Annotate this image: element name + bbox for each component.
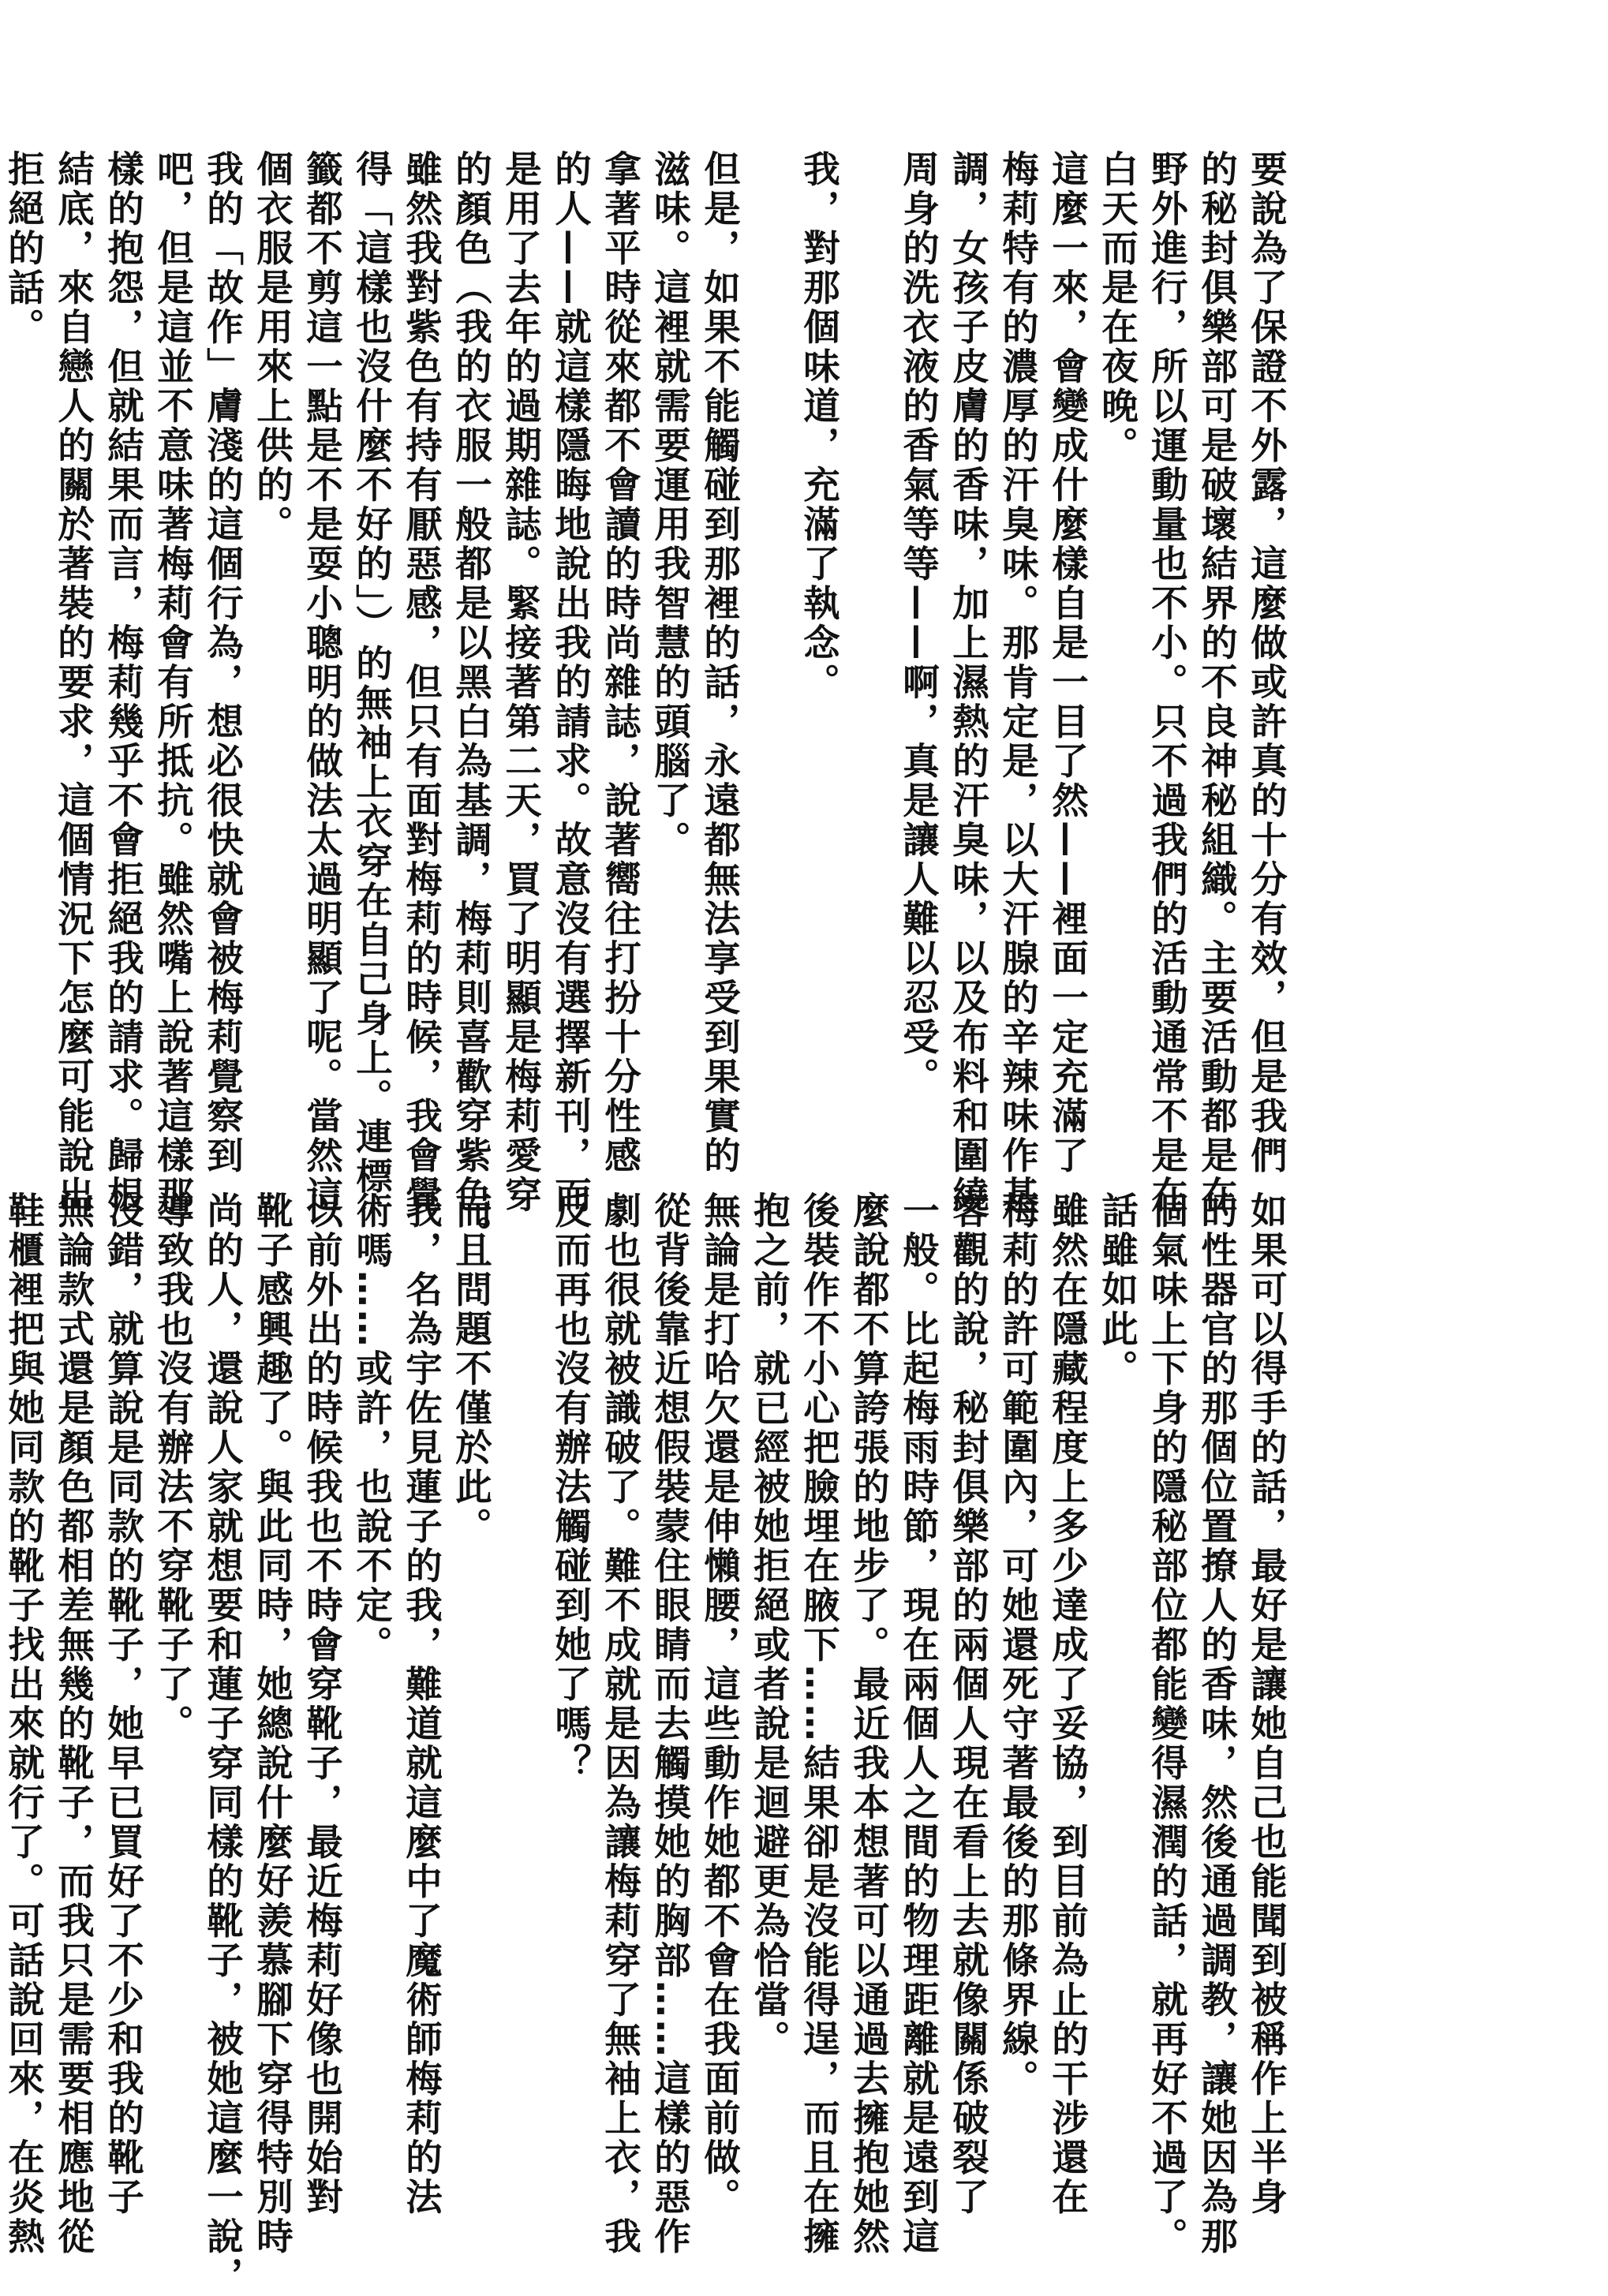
text-line: 的顏色（我的衣服一般都是以黑白為基調，梅莉則喜歡穿紫色。 xyxy=(450,150,492,1255)
text-line: 後裝作不小心把臉埋在腋下……結果卻是沒能得逞，而且在擁 xyxy=(798,1191,840,2257)
text-line: 是用了去年的過期雜誌。緊接著第二天，買了明顯是梅莉愛穿 xyxy=(499,150,542,1215)
text-line: 梅莉的許可範圍內，可她還死守著最後的那條界線。 xyxy=(997,1191,1039,2099)
text-line: 要說為了保證不外露，這麼做或許真的十分有效，但是我們 xyxy=(1245,150,1288,1176)
text-line: 個氣味上下身的隱秘部位都能變得濕潤的話，就再好不過了。 xyxy=(1146,1191,1188,2257)
text-line: 這麼一來，會變成什麼樣自是一目了然——裡面一定充滿了 xyxy=(1046,150,1089,1176)
text-line: 沒錯，就算說是同款的靴子，她早已買好了不少和我的靴子 xyxy=(102,1191,144,2217)
text-line: 的秘封俱樂部可是破壞結界的不良神秘組織。主要活動都是在 xyxy=(1195,150,1238,1215)
text-line: 拒絕的話。 xyxy=(2,150,45,347)
text-line: 話雖如此。 xyxy=(1096,1191,1139,1389)
text-line: 尚的人，還說人家就想要和蓮子穿同樣的靴子，被她這麼一說， xyxy=(201,1191,244,2296)
text-line: 個衣服是用來上供的。 xyxy=(251,150,294,544)
text-line: 而且問題不僅於此。 xyxy=(450,1191,492,1546)
text-line: 從背後靠近想假裝蒙住眼睛而去觸摸她的胸部……這樣的惡作 xyxy=(649,1191,691,2257)
text-line: 白天而是在夜晚。 xyxy=(1096,150,1139,466)
text-line: 滋味。這裡就需要運用我智慧的頭腦了。 xyxy=(649,150,691,860)
text-line: 麼說都不算誇張的地步了。最近我本想著可以通過去擁抱她然 xyxy=(847,1191,890,2257)
text-line: 雖然在隱藏程度上多少達成了妥協，到目前為止的干涉還在 xyxy=(1046,1191,1089,2217)
top-text-block xyxy=(2,150,1291,1255)
blank-line xyxy=(495,1191,545,2217)
text-line: 術嗎……或許，也說不定。 xyxy=(350,1191,393,1665)
text-line: 無論款式還是顏色都相差無幾的靴子，而我只是需要相應地從 xyxy=(52,1191,95,2257)
text-line: 的人——就這樣隱晦地說出我的請求。故意沒有選擇新刊，而 xyxy=(549,150,592,1215)
text-line: 我，對那個味道，充滿了執念。 xyxy=(798,150,840,702)
text-line: 周身的洗衣液的香氣等等——啊，真是讓人難以忍受。 xyxy=(897,150,940,1097)
text-line: 靴子感興趣了。與此同時，她總說什麼好羨慕腳下穿得特別時 xyxy=(251,1191,294,2257)
text-line: 無論是打哈欠還是伸懶腰，這些動作她都不會在我面前做。 xyxy=(698,1191,741,2217)
text-line: 一般。比起梅雨時節，現在兩個人之間的物理距離就是遠到這 xyxy=(897,1191,940,2257)
text-line: 拿著平時從來都不會讀的時尚雜誌，說著嚮往打扮十分性感 xyxy=(599,150,641,1176)
text-line: 樣的抱怨，但就結果而言，梅莉幾乎不會拒絕我的請求。歸根 xyxy=(102,150,144,1215)
text-line: 以前外出的時候我也不時會穿靴子，最近梅莉好像也開始對 xyxy=(301,1191,343,2217)
bottom-text-block xyxy=(2,1191,1291,2296)
text-line: 調，女孩子皮膚的香味，加上濕熱的汗臭味，以及布料和圍繞 xyxy=(947,150,989,1215)
text-line: 如果可以得手的話，最好是讓她自己也能聞到被稱作上半身 xyxy=(1245,1191,1288,2217)
text-line: 吧，但是這並不意味著梅莉會有所抵抗。雖然嘴上說著這樣那 xyxy=(151,150,194,1215)
text-line: 劇也很就被識破了。難不成就是因為讓梅莉穿了無袖上衣，我 xyxy=(599,1191,641,2257)
text-line: 但是，如果不能觸碰到那裡的話，永遠都無法享受到果實的 xyxy=(698,150,741,1176)
blank-line xyxy=(744,150,794,1199)
text-line: 籤都不剪這一點是不是耍小聰明的做法太過明顯了呢。當然這 xyxy=(301,150,343,1215)
text-line: 野外進行，所以運動量也不小。只不過我們的活動通常不是在 xyxy=(1146,150,1188,1215)
text-line: 梅莉特有的濃厚的汗臭味。那肯定是，以大汗腺的辛辣味作基 xyxy=(997,150,1039,1215)
text-line: 得「這樣也沒什麼不好的」）的無袖上衣穿在自己身上。連標 xyxy=(350,150,393,1197)
text-line: 客觀的說，秘封俱樂部的兩個人現在看上去就像關係破裂了 xyxy=(947,1191,989,2217)
text-line: 我，名為宇佐見蓮子的我，難道就這麼中了魔術師梅莉的法 xyxy=(400,1191,443,2217)
text-line: 導致我也沒有辦法不穿靴子了。 xyxy=(151,1191,194,1744)
text-line: 雖然我對紫色有持有厭惡感，但只有面對梅莉的時候，我會覺 xyxy=(400,150,443,1215)
blank-line xyxy=(843,150,893,1199)
text-line: 反而再也沒有辦法觸碰到她了嗎？ xyxy=(549,1191,592,1783)
text-line: 抱之前，就已經被她拒絕或者說是迴避更為恰當。 xyxy=(748,1191,791,2059)
text-line: 的性器官的那個位置撩人的香味，然後通過調教，讓她因為那 xyxy=(1195,1191,1238,2257)
text-line: 我的「故作」膚淺的這個行為，想必很快就會被梅莉覺察到 xyxy=(201,150,244,1176)
text-line: 結底，來自戀人的關於著裝的要求，這個情況下怎麼可能說出 xyxy=(52,150,95,1215)
text-line: 鞋櫃裡把與她同款的靴子找出來就行了。可話說回來，在炎熱 xyxy=(2,1191,45,2257)
